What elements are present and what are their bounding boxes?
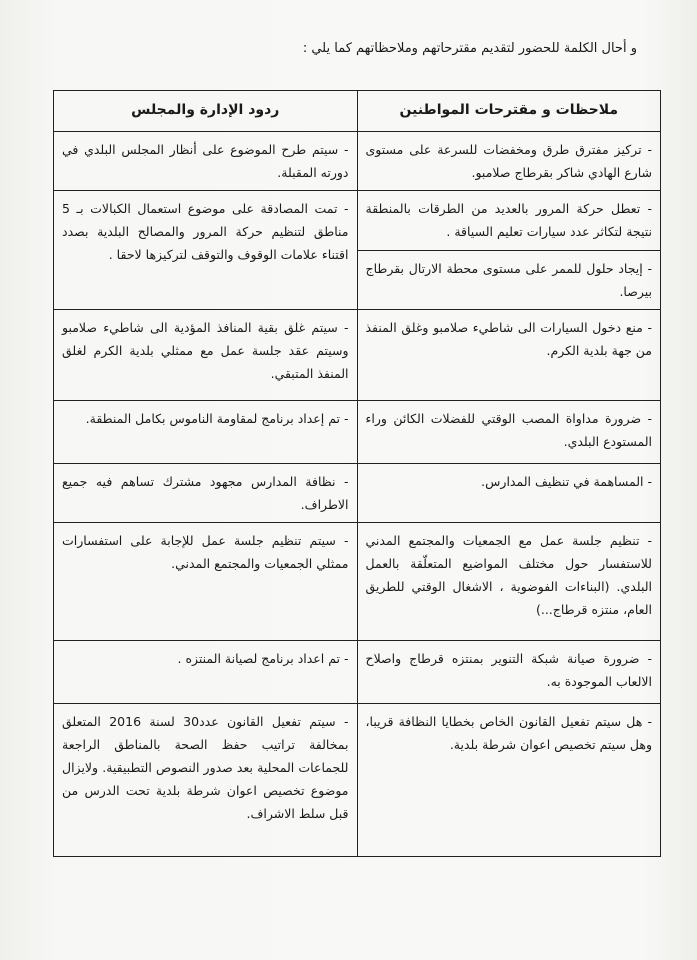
table-header-row	[54, 91, 661, 132]
table-row	[54, 641, 661, 704]
citizen-proposal: - هل سيتم تفعيل القانون الخاص بخطايا النظافة قريبا، وهل سيتم تخصيص اعوان شرطة بلدية.	[357, 704, 661, 857]
citizen-proposal: - تعطل حركة المرور بالعديد من الطرقات بالمنطقة نتيجة لتكاثر عدد سيارات تعليم السياقة .	[357, 191, 661, 251]
citizen-proposal: - المساهمة في تنظيف المدارس.	[357, 464, 661, 523]
citizen-proposal: - تنظيم جلسة عمل مع الجمعيات والمجتمع المدني للاستفسار حول مختلف المواضيع المتعلّقة بالعمل البلدي. (البناءات الفوضوية ، الاشغال الوقتي للطريق العام، منتزه قرطاج...)	[357, 523, 661, 641]
table-row	[54, 191, 661, 251]
table-row	[54, 132, 661, 191]
administration-response: - سيتم طرح الموضوع على أنظار المجلس البلدي في دورته المقبلة.	[54, 132, 358, 191]
header-citizens: ملاحظات و مقترحات المواطنين	[357, 91, 661, 132]
administration-response: - سيتم غلق بقية المنافذ المؤدية الى شاطيء صلامبو وسيتم عقد جلسة عمل مع ممثلي بلدية الكرم لغلق المنفذ المتبقي.	[54, 310, 358, 401]
citizen-proposal: - ضرورة صيانة شبكة التنوير بمنتزه قرطاج واصلاح الالعاب الموجودة به.	[357, 641, 661, 704]
table-row	[54, 464, 661, 523]
administration-response: - سيتم تفعيل القانون عدد30 لسنة 2016 المتعلق بمخالفة تراتيب حفظ الصحة بالمناطق الراجعة للجماعات المحلية بعد صدور النصوص التطبيقية. ولايزال موضوع تخصيص اعوان شرطة بلدية تحت الدرس من قبل سلط الاشراف.	[54, 704, 358, 857]
intro-text: و أحال الكلمة للحضور لتقديم مقترحاتهم وملاحظاتهم كما يلي :	[302, 41, 637, 56]
citizen-proposal: - ضرورة مداواة المصب الوقتي للفضلات الكائن وراء المستودع البلدي.	[357, 401, 661, 464]
administration-response: - نظافة المدارس مجهود مشترك تساهم فيه جميع الاطراف.	[54, 464, 358, 523]
administration-response: - تم إعداد برنامج لمقاومة الناموس بكامل المنطقة.	[54, 401, 358, 464]
table-row	[54, 704, 661, 857]
citizen-proposal: - منع دخول السيارات الى شاطيء صلامبو وغلق المنفذ من جهة بلدية الكرم.	[357, 310, 661, 401]
proposals-table	[53, 90, 661, 857]
table-row	[54, 523, 661, 641]
administration-response: - تمت المصادقة على موضوع استعمال الكبالات بـ 5 مناطق لتنظيم حركة المرور والمصالح البلدية بصدد اقتناء علامات الوقوف والتوقف لتركيزها لاحقا .	[54, 191, 358, 310]
table-row	[54, 401, 661, 464]
citizen-proposal: - تركيز مفترق طرق ومخفضات للسرعة على مستوى شارع الهادي شاكر بقرطاج صلامبو.	[357, 132, 661, 191]
header-administration: ردود الإدارة والمجلس	[54, 91, 358, 132]
citizen-proposal: - إيجاد حلول للممر على مستوى محطة الارتال بقرطاج بيرصا.	[357, 251, 661, 310]
administration-response: - سيتم تنظيم جلسة عمل للإجابة على استفسارات ممثلي الجمعيات والمجتمع المدني.	[54, 523, 358, 641]
administration-response: - تم اعداد برنامج لصيانة المنتزه .	[54, 641, 358, 704]
table-row	[54, 310, 661, 401]
